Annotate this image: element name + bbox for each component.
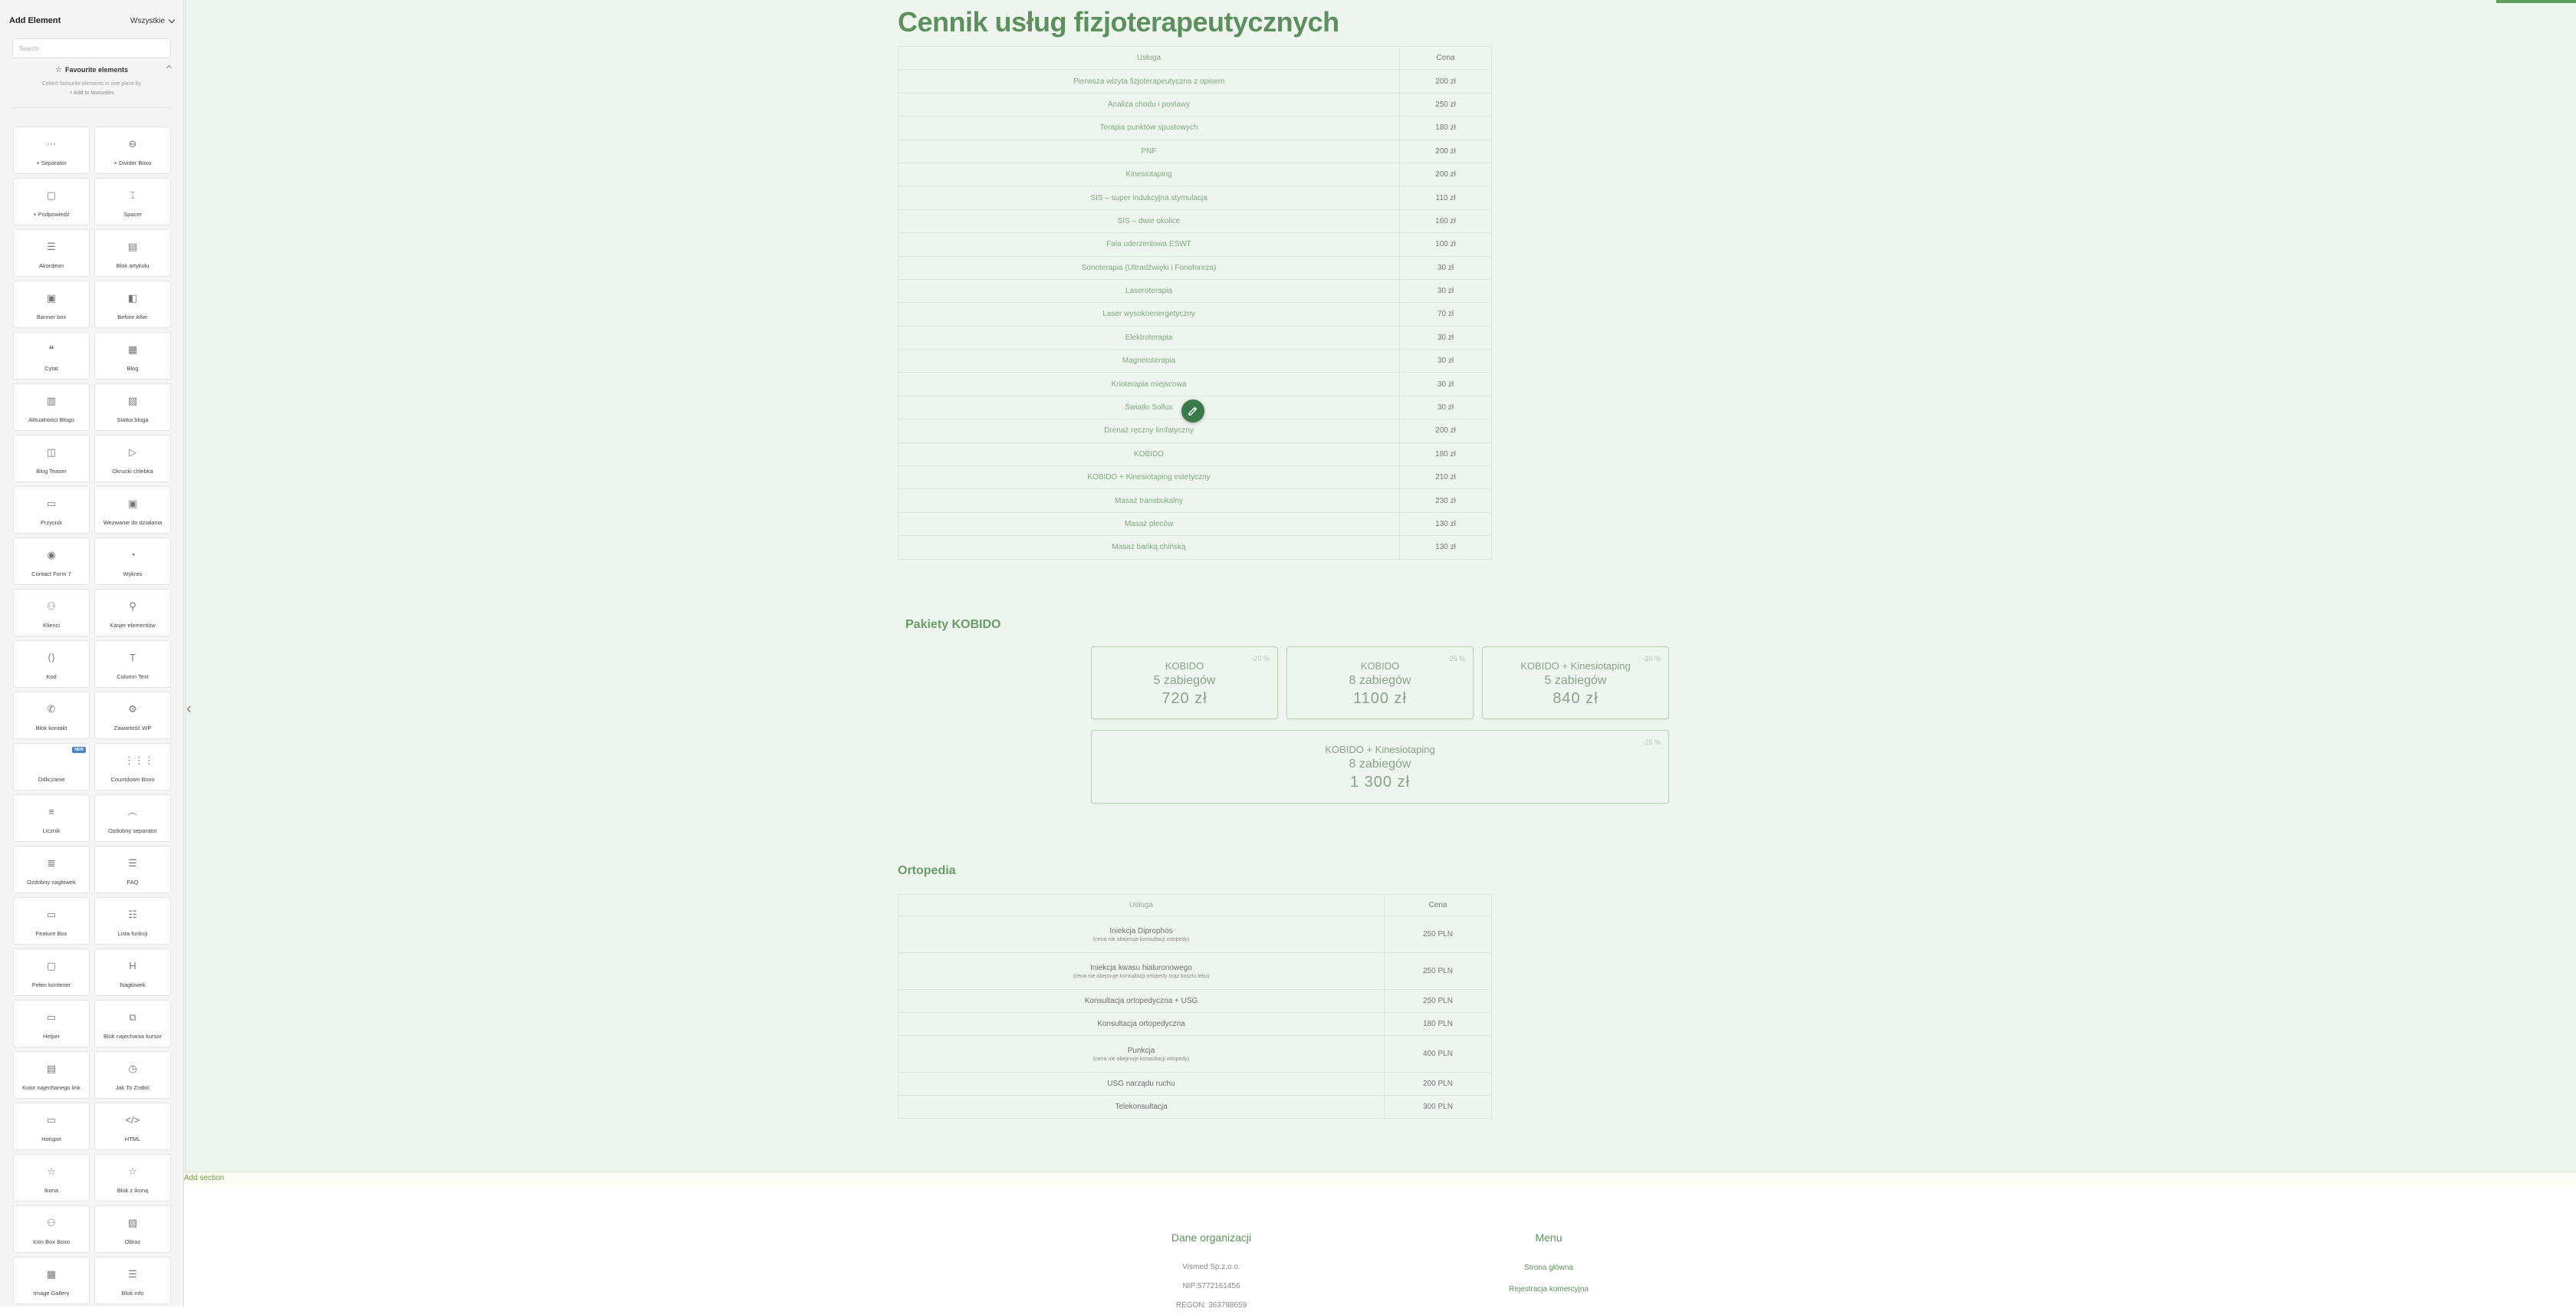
table-row [899,953,1492,990]
element-tile-label: Blok artykułu [116,262,150,269]
chevron-down-icon [169,16,175,22]
table-row [899,990,1492,1013]
service-note: (cena nie obejmuje konsultacji ortopedy) [1092,1056,1190,1062]
hover-link-icon: ▤ [46,1063,57,1074]
element-tile[interactable] [94,1154,171,1202]
element-tile-label: Spacer [123,211,142,218]
service-note: (cena nie obejmuje konsultacji ortopedy oraz kosztu leku) [1073,973,1210,979]
table-row [899,163,1492,186]
html-icon: </> [125,1114,140,1126]
service-cell: SIS – dwie okolice [899,209,1400,232]
table-row [899,256,1492,279]
service-name: Telekonsultacja [1115,1103,1168,1111]
element-tile[interactable] [13,383,90,431]
element-tile-label: Aktualności Blogo [28,416,74,423]
table-row [899,1096,1492,1119]
package-price: 1100 zł [1352,690,1407,707]
element-tile[interactable] [94,1205,171,1253]
element-tile-label: Licznik [42,827,61,834]
element-tile[interactable] [94,743,171,791]
price-cell: 200 zł [1400,140,1492,163]
element-tile-label: Nagłówek [120,981,146,988]
price-cell: 160 zł [1400,209,1492,232]
footer-menu-heading: Menu [1535,1231,1562,1244]
price-cell: 210 zł [1400,466,1492,489]
footer-org-line: REGON: 363798659 [1175,1301,1247,1310]
element-tile-label: + Divider Boxo [113,159,152,166]
element-tile[interactable] [94,846,171,893]
element-tile-label: Blok z ikoną [117,1187,149,1194]
package-name: KOBIDO [1360,660,1400,672]
service-cell: KOBIDO + Kinesiotaping estetyczny [899,466,1400,489]
icon-box-icon: ☆ [128,1165,137,1177]
element-tile-label: Blok info [121,1290,144,1297]
discount-badge: -25 % [1447,655,1465,662]
element-tile[interactable] [13,897,90,945]
service-cell: Elektroterapia [899,326,1400,349]
service-cell: Kinesiotaping [899,163,1400,186]
price-cell: 180 zł [1400,442,1492,465]
package-card [1091,646,1278,719]
element-tile[interactable] [94,229,171,277]
package-count: 8 zabiegów [1349,674,1411,687]
element-tile-label: Odliczanie [38,776,65,783]
element-tile-label: Ikona [44,1187,59,1194]
element-tile[interactable] [13,948,90,996]
service-cell [899,953,1385,990]
faq-icon: ☰ [128,857,137,869]
accordion-icon: ☰ [47,241,56,252]
service-name: Konsultacja ortopedyczna [1097,1020,1185,1028]
column-header-service: Usługa [899,895,1385,916]
panel-divider [12,107,171,108]
breadcrumbs-icon: ▷ [129,446,136,458]
element-tile[interactable] [13,846,90,893]
package-name: KOBIDO [1165,660,1204,672]
element-search-input[interactable]: Search [12,38,171,58]
element-tile[interactable] [94,178,171,225]
discount-badge: -25 % [1642,738,1661,746]
icon-box-boxo-icon: ⚇ [47,1217,56,1228]
price-cell: 300 PLN [1385,1096,1492,1119]
kobido-packages-heading: Pakiety KOBIDO [905,618,1001,631]
table-row [899,1013,1492,1036]
service-cell: Laseroterapia [899,279,1400,302]
element-tile-label: Pełen kontener [31,981,71,988]
price-cell: 110 zł [1400,186,1492,209]
add-section-label: Add section [184,1174,225,1182]
news-icon: ▥ [46,395,57,406]
element-tile-label: Wezwanie do działania [103,519,163,526]
element-tile-label: Siatka bloga [117,416,149,423]
price-cell: 30 zł [1400,396,1492,419]
element-tile-label: Countdown Boxo [110,776,155,783]
quote-icon: ❝ [48,344,54,355]
service-cell: Sonoterapia (Ultradźwięki i Fonoforeza) [899,256,1400,279]
table-row [899,93,1492,116]
element-tile-label: Contact Form 7 [31,570,71,577]
table-row [899,117,1492,140]
element-tile[interactable] [13,1000,90,1047]
element-tile[interactable] [13,1051,90,1099]
price-cell: 250 PLN [1385,990,1492,1013]
service-name: Iniekcja Diprophos [1109,926,1173,935]
element-tile-label: Przycisk [41,519,62,526]
favourites-description: Collect favourite elements in one place by [41,81,142,87]
element-tile[interactable] [94,538,171,585]
ortho-heading: Ortopedia [898,864,956,877]
price-cell: 250 PLN [1385,953,1492,990]
footer-menu [1487,1231,1610,1300]
package-card [1091,730,1669,804]
table-row [899,303,1492,326]
code-icon: ⟨⟩ [47,652,56,663]
table-row [899,466,1492,489]
service-note: (cena nie obejmuje konsultacji ortopedy) [1092,936,1190,942]
table-row [899,489,1492,512]
element-tile[interactable] [13,589,90,636]
heading-icon: H [129,960,136,971]
hotspot-icon: ▭ [46,1114,57,1126]
column-header-service: Usługa [899,47,1400,70]
service-cell: Terapia punktów spustowych [899,117,1400,140]
feature-list-icon: ☷ [128,909,137,920]
package-price: 1 300 zł [1349,774,1411,791]
filter-value: Wszystkie [130,16,165,25]
element-tile[interactable] [13,692,90,739]
service-name: Iniekcja kwasu hialuronowego [1090,963,1192,972]
new-badge: NEW [72,747,86,753]
element-tile[interactable] [94,281,171,328]
element-tile-label: Helper [42,1033,61,1040]
price-cell: 30 zł [1400,326,1492,349]
banner-icon: ▣ [46,292,57,304]
service-cell [899,916,1385,953]
table-row [899,350,1492,373]
element-tile-label: Kasjer elementów [110,622,156,629]
element-tile-label: Wykres [123,570,143,577]
element-tile[interactable] [94,1000,171,1047]
discount-badge: -20 % [1642,655,1661,662]
column-header-price: Cena [1385,895,1492,916]
table-row [899,326,1492,349]
element-tile[interactable] [94,897,171,945]
table-row [899,419,1492,442]
feature-box-icon: ▭ [46,909,57,920]
price-cell: 200 PLN [1385,1073,1492,1096]
price-cell: 180 zł [1400,117,1492,140]
full-container-icon: ▢ [46,960,57,971]
star-icon: ☆ [47,1165,56,1177]
price-cell: 30 zł [1400,373,1492,396]
price-cell: 250 PLN [1385,916,1492,953]
element-tile[interactable] [13,178,90,225]
panel-header [0,0,183,31]
price-cell: 200 zł [1400,163,1492,186]
element-tile[interactable] [94,948,171,996]
price-cell: 250 zł [1400,93,1492,116]
element-tile-label: HTML [124,1136,141,1142]
edit-element-button[interactable] [1181,399,1204,422]
element-tile-label: Zawartość WP [113,725,152,731]
pricing-table [898,46,1492,560]
element-tile[interactable] [94,383,171,431]
table-row [899,442,1492,465]
element-tile[interactable] [13,743,90,791]
counter-icon: ≡ [48,806,54,817]
element-tile-label: Feature Box [35,930,67,937]
element-tile[interactable] [94,794,171,842]
table-row [899,916,1492,953]
element-tile-label: + Podpowiedź [33,211,70,218]
element-tile[interactable] [13,1103,90,1150]
wordpress-icon: ⚙ [128,703,137,715]
element-grid [13,127,171,1304]
article-block-icon: ▤ [127,241,138,252]
page-title: Cennik usług fizjoterapeutycznych [898,6,1339,38]
service-cell: Krioterapia miejscowa [899,373,1400,396]
footer-org-heading: Dane organizacji [1171,1231,1252,1244]
add-to-favourites-hint: + Add to favourites [69,90,114,96]
contact-form-icon: ◉ [47,549,56,561]
element-tile[interactable] [13,486,90,534]
element-tile-label: Lista funkcji [117,930,148,937]
element-tile-label: Cytat [44,365,58,372]
element-tile[interactable] [13,794,90,842]
table-row [899,512,1492,535]
element-tile[interactable] [94,435,171,482]
element-tile-label: Image Gallery [33,1290,70,1297]
blog-grid-icon: ▧ [127,395,138,406]
table-row [899,536,1492,559]
element-tile[interactable] [13,435,90,482]
element-tile-label: Ozdobny separator [108,827,157,834]
element-tile-label: Okrucki chlebka [112,468,153,475]
service-cell [899,1013,1385,1036]
info-box-icon: ☰ [128,1268,137,1280]
element-tile[interactable] [94,127,171,174]
before-after-icon: ◧ [127,292,138,304]
column-header-price: Cena [1400,47,1492,70]
service-cell: Pierwsza wizyta fizjoterapeutyczna z opisem [899,70,1400,93]
price-cell: 200 zł [1400,419,1492,442]
element-tile-label: Column Text [117,673,149,680]
service-cell: KOBIDO [899,442,1400,465]
service-cell: Masaż pleców [899,512,1400,535]
star-icon: ☆ [55,65,62,74]
pencil-icon [1188,406,1198,416]
package-price: 840 zł [1552,690,1598,707]
chart-icon: ◔ [130,549,136,561]
table-row [899,70,1492,93]
countdown-icon [43,754,60,767]
favourites-section [12,63,171,98]
discount-badge: -20 % [1251,655,1270,662]
element-tile-label: Before After [117,314,148,321]
element-tile[interactable] [13,538,90,585]
element-tile[interactable] [94,1103,171,1150]
service-name: Konsultacja ortopedyczna + USG [1084,997,1198,1005]
table-row [899,373,1492,396]
service-cell [899,990,1385,1013]
element-tile-label: FAQ [127,879,139,886]
price-cell: 130 zł [1400,512,1492,535]
cta-icon: ▣ [127,498,138,509]
price-cell: 200 zł [1400,70,1492,93]
service-cell: Laser wysokoenergetyczny [899,303,1400,326]
package-name: KOBIDO + Kinesiotaping [1520,660,1631,672]
service-cell [899,1036,1385,1073]
element-tile-label: Blog Teaser [36,468,67,475]
element-tile[interactable] [94,1257,171,1304]
price-cell: 130 zł [1400,536,1492,559]
footer-menu-link[interactable]: Strona główna [1524,1264,1573,1272]
service-cell: Masaż bańką chińską [899,536,1400,559]
element-tile[interactable] [13,281,90,328]
element-tile-label: Akordeon [38,262,64,269]
footer-org-line: NIP:5772161456 [1182,1282,1240,1290]
panel-title: Add Element [9,16,61,25]
service-cell: PNF [899,140,1400,163]
spacer-icon: ⌶ [130,189,136,201]
footer-menu-link[interactable]: Rejestracja komercyjna [1509,1285,1589,1294]
blog-icon: ▦ [127,344,138,355]
price-cell: 230 zł [1400,489,1492,512]
element-tile-label: Kod [46,673,57,680]
price-cell: 30 zł [1400,350,1492,373]
service-cell [899,1096,1385,1119]
column-text-icon: T [130,652,136,663]
table-row [899,209,1492,232]
element-tile-label: Jak To Zrobić [115,1084,150,1091]
table-row [899,1036,1492,1073]
table-row [899,1073,1492,1096]
package-count: 5 zabiegów [1544,674,1607,687]
element-filter-dropdown[interactable] [130,17,174,25]
ortho-table [898,894,1492,1119]
service-cell: SIS – super indukcyjna stymulacja [899,186,1400,209]
package-name: KOBIDO + Kinesiotaping [1325,744,1435,755]
element-tile[interactable] [13,332,90,380]
element-tile[interactable] [94,1051,171,1099]
pricing-table-header [899,47,1492,70]
package-count: 5 zabiegów [1153,674,1216,687]
hint-box-icon: ▢ [46,189,57,201]
package-price: 720 zł [1162,690,1208,707]
favourites-toggle[interactable] [12,63,171,77]
element-tile[interactable] [13,127,90,174]
element-tile[interactable] [13,1257,90,1304]
footer-org-info [1150,1231,1273,1315]
element-tile-label: Obraz [124,1238,141,1245]
clients-icon: ⚇ [47,600,56,612]
service-cell: Drenaż ręczny limfatyczny [899,419,1400,442]
table-row [899,186,1492,209]
element-tile[interactable] [94,486,171,534]
element-tile[interactable] [13,1154,90,1202]
gallery-icon: ▦ [46,1268,57,1280]
fancy-heading-icon: ≣ [47,857,56,869]
package-count: 8 zabiegów [1349,758,1411,771]
fancy-separator-icon: ︵ [127,806,138,817]
price-cell: 180 PLN [1385,1013,1492,1036]
element-tile[interactable] [13,640,90,688]
countdown-box-icon: ⋮⋮⋮ [124,754,154,766]
price-cell: 30 zł [1400,256,1492,279]
package-card [1286,646,1474,719]
table-row [899,279,1492,302]
element-tile[interactable] [94,692,171,739]
add-section-button[interactable] [184,1172,2576,1185]
element-tile[interactable] [13,1205,90,1253]
element-tile-label: Ozdobny nagłówek [27,879,76,886]
button-icon: ▭ [46,498,57,509]
footer-org-line: Vismed Sp.z.o.o. [1182,1263,1240,1271]
canvas-top-accent [2496,0,2576,3]
howto-icon: ◷ [128,1063,137,1074]
service-cell: Magnetoterapia [899,350,1400,373]
phone-icon: ✆ [47,703,56,715]
element-tile-label: Blok najechania kursor [104,1033,162,1040]
price-cell: 400 PLN [1385,1036,1492,1073]
element-tile-label: Icon Box Boxo [32,1238,71,1245]
service-cell [899,1073,1385,1096]
ortho-table-header [899,895,1492,916]
package-card [1482,646,1669,719]
price-cell: 100 zł [1400,233,1492,256]
collapse-panel-icon[interactable] [186,705,192,713]
price-cell: 30 zł [1400,279,1492,302]
favourites-title: Favourite elements [64,66,128,74]
service-cell: Światło Sollux [899,396,1400,419]
image-icon: ▨ [127,1217,138,1228]
service-cell: Masaż transbukalny [899,489,1400,512]
table-row [899,233,1492,256]
element-tile[interactable] [13,229,90,277]
hover-box-icon: ⧉ [129,1011,136,1023]
cashier-icon: ⚲ [129,600,136,612]
element-tile-label: Banner box [36,314,67,321]
service-cell: Fala uderzeniowa ESWT [899,233,1400,256]
service-name: Punkcja [1127,1046,1155,1055]
helper-icon: ▭ [46,1011,57,1023]
element-tile-label: Kolor najechanego link [22,1084,80,1091]
blog-teaser-icon: ◫ [46,446,57,458]
element-tile-label: Blok kontakt [35,725,67,731]
separator-icon: ⋯ [46,138,57,150]
element-tile[interactable] [94,640,171,688]
element-tile[interactable] [94,589,171,636]
element-tile[interactable] [94,332,171,380]
element-tile-label: Blog [127,365,139,372]
element-tile-label: Hotspot [41,1136,61,1142]
price-cell: 70 zł [1400,303,1492,326]
service-name: USG narządu ruchu [1107,1080,1175,1088]
add-element-panel [0,0,184,1307]
chevron-up-icon[interactable] [166,65,172,71]
table-row [899,140,1492,163]
service-cell: Analiza chodu i postawy [899,93,1400,116]
element-tile-label: Klienci [42,622,61,629]
divider-icon: ⊖ [128,138,137,150]
element-tile-label: + Separator [36,159,67,166]
